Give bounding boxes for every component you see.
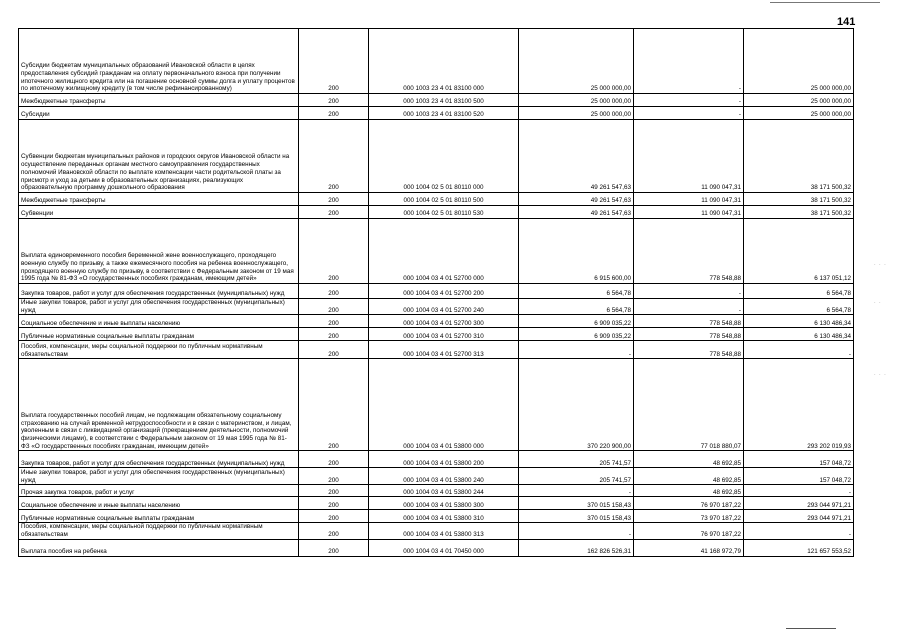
row-name-cell: Закупка товаров, работ и услуг для обеспечения государственных (муниципальных) нужд (19, 451, 299, 468)
row-kbk-cell: 000 1004 03 4 01 52700 000 (369, 219, 519, 284)
row-name-cell: Субсидии бюджетам муниципальных образований Ивановской области в целях предоставления субсидий гражданам на оплату первоначального взноса при получении ипотечного жилищного кредита или на погашение основной суммы долга и уплату процентов по ипотечному жилищному кредиту (в том числе рефинансированному) (19, 29, 299, 94)
row-plan-cell: 6 909 035,22 (519, 315, 634, 328)
row-kbk-cell: 000 1004 03 4 01 53800 000 (369, 359, 519, 451)
row-rest-cell: 293 044 971,21 (744, 497, 854, 510)
row-kbk-cell: 000 1004 03 4 01 53800 300 (369, 497, 519, 510)
table-row (19, 206, 854, 219)
row-name-cell: Иные закупки товаров, работ и услуг для обеспечения государственных (муниципальных) нужд (19, 299, 299, 315)
row-kbk-cell: 000 1004 03 4 01 52700 200 (369, 284, 519, 299)
row-plan-cell: 205 741,57 (519, 451, 634, 468)
row-name-cell: Межбюджетные трансферты (19, 193, 299, 206)
row-rest-cell: 6 130 486,34 (744, 328, 854, 341)
row-name-cell: Пособия, компенсации, меры социальной поддержки по публичным нормативным обязательствам (19, 341, 299, 359)
table-row (19, 284, 854, 299)
table-row (19, 94, 854, 107)
row-name-cell: Субвенции (19, 206, 299, 219)
row-kbk-cell: 000 1003 23 4 01 83100 520 (369, 107, 519, 120)
row-exec-cell: 76 970 187,22 (634, 523, 744, 539)
row-kbk-cell: 000 1004 03 4 01 52700 310 (369, 328, 519, 341)
row-code-cell: 200 (299, 120, 369, 193)
row-plan-cell: 6 564,78 (519, 284, 634, 299)
row-exec-cell: 778 548,88 (634, 219, 744, 284)
row-code-cell: 200 (299, 468, 369, 485)
row-rest-cell: 293 044 971,21 (744, 510, 854, 523)
row-plan-cell: 25 000 000,00 (519, 94, 634, 107)
table-row (19, 451, 854, 468)
row-plan-cell: 370 220 900,00 (519, 359, 634, 451)
row-exec-cell: 41 168 972,79 (634, 539, 744, 556)
table-row (19, 328, 854, 341)
row-name-cell: Публичные нормативные социальные выплаты гражданам (19, 510, 299, 523)
row-rest-cell: 38 171 500,32 (744, 193, 854, 206)
row-plan-cell: 370 015 158,43 (519, 497, 634, 510)
row-code-cell: 200 (299, 485, 369, 497)
row-name-cell: Социальное обеспечение и иные выплаты населению (19, 497, 299, 510)
scan-edge-line (786, 628, 836, 629)
scan-noise: · · (874, 300, 882, 306)
row-code-cell: 200 (299, 359, 369, 451)
row-name-cell: Публичные нормативные социальные выплаты гражданам (19, 328, 299, 341)
row-code-cell: 200 (299, 219, 369, 284)
row-rest-cell: 293 202 019,93 (744, 359, 854, 451)
row-name-cell: Социальное обеспечение и иные выплаты населению (19, 315, 299, 328)
row-exec-cell: 11 090 047,31 (634, 193, 744, 206)
page-number: 141 (837, 16, 856, 28)
row-name-cell: Выплата единовременного пособия беременной жене военнослужащего, проходящего военную службу по призыву, а также ежемесячного пособия на ребенка военнослужащего, проходящего военную службу по призыву, в соответствии с Федеральным законом от 19 мая 1995 года № 81-ФЗ «О государственных пособиях гражданам, имеющим детей» (19, 219, 299, 284)
row-exec-cell: 11 090 047,31 (634, 206, 744, 219)
row-code-cell: 200 (299, 341, 369, 359)
row-code-cell: 200 (299, 29, 369, 94)
row-rest-cell: - (744, 341, 854, 359)
row-code-cell: 200 (299, 206, 369, 219)
row-kbk-cell: 000 1004 03 4 01 52700 240 (369, 299, 519, 315)
row-code-cell: 200 (299, 328, 369, 341)
row-plan-cell: - (519, 523, 634, 539)
row-kbk-cell: 000 1004 02 5 01 80110 530 (369, 206, 519, 219)
row-name-cell: Субсидии (19, 107, 299, 120)
row-kbk-cell: 000 1004 02 5 01 80110 000 (369, 120, 519, 193)
row-plan-cell: 6 915 600,00 (519, 219, 634, 284)
row-code-cell: 200 (299, 299, 369, 315)
row-code-cell: 200 (299, 107, 369, 120)
row-plan-cell: 6 564,78 (519, 299, 634, 315)
row-rest-cell: - (744, 523, 854, 539)
row-rest-cell: 6 564,78 (744, 284, 854, 299)
budget-execution-table (18, 28, 854, 557)
table-row (19, 107, 854, 120)
row-plan-cell: 49 261 547,63 (519, 120, 634, 193)
row-name-cell: Закупка товаров, работ и услуг для обеспечения государственных (муниципальных) нужд (19, 284, 299, 299)
row-kbk-cell: 000 1004 03 4 01 53800 200 (369, 451, 519, 468)
row-exec-cell: 778 548,88 (634, 315, 744, 328)
row-name-cell: Пособия, компенсации, меры социальной поддержки по публичным нормативным обязательствам (19, 523, 299, 539)
table-row (19, 468, 854, 485)
row-rest-cell: 157 048,72 (744, 468, 854, 485)
table-row (19, 523, 854, 539)
row-plan-cell: 25 000 000,00 (519, 107, 634, 120)
table-row (19, 315, 854, 328)
row-name-cell: Прочая закупка товаров, работ и услуг (19, 485, 299, 497)
row-name-cell: Межбюджетные трансферты (19, 94, 299, 107)
row-rest-cell: 6 564,78 (744, 299, 854, 315)
row-kbk-cell: 000 1004 03 4 01 53800 313 (369, 523, 519, 539)
row-exec-cell: - (634, 94, 744, 107)
row-code-cell: 200 (299, 94, 369, 107)
row-code-cell: 200 (299, 451, 369, 468)
table-row (19, 341, 854, 359)
row-rest-cell: 38 171 500,32 (744, 206, 854, 219)
row-exec-cell: 48 692,85 (634, 468, 744, 485)
row-name-cell: Иные закупки товаров, работ и услуг для обеспечения государственных (муниципальных) нужд (19, 468, 299, 485)
row-rest-cell: 25 000 000,00 (744, 107, 854, 120)
row-kbk-cell: 000 1004 03 4 01 53800 310 (369, 510, 519, 523)
row-plan-cell: 162 826 526,31 (519, 539, 634, 556)
row-rest-cell: 6 130 486,34 (744, 315, 854, 328)
row-kbk-cell: 000 1004 03 4 01 52700 300 (369, 315, 519, 328)
row-code-cell: 200 (299, 315, 369, 328)
row-plan-cell: - (519, 485, 634, 497)
row-name-cell: Выплата пособия на ребенка (19, 539, 299, 556)
row-rest-cell: 157 048,72 (744, 451, 854, 468)
row-code-cell: 200 (299, 523, 369, 539)
row-kbk-cell: 000 1004 03 4 01 52700 313 (369, 341, 519, 359)
row-plan-cell: 49 261 547,63 (519, 193, 634, 206)
row-exec-cell: - (634, 107, 744, 120)
row-exec-cell: - (634, 299, 744, 315)
table-row (19, 29, 854, 94)
row-rest-cell: 121 657 553,52 (744, 539, 854, 556)
row-rest-cell: - (744, 485, 854, 497)
row-kbk-cell: 000 1003 23 4 01 83100 500 (369, 94, 519, 107)
row-kbk-cell: 000 1004 03 4 01 53800 244 (369, 485, 519, 497)
row-kbk-cell: 000 1004 03 4 01 53800 240 (369, 468, 519, 485)
row-rest-cell: 6 137 051,12 (744, 219, 854, 284)
table-row (19, 193, 854, 206)
row-plan-cell: 370 015 158,43 (519, 510, 634, 523)
row-exec-cell: 11 090 047,31 (634, 120, 744, 193)
table-row (19, 497, 854, 510)
row-name-cell: Выплата государственных пособий лицам, не подлежащим обязательному социальному страхованию на случай временной нетрудоспособности и в связи с материнством, и лицам, уволенным в связи с ликвидацией организаций (прекращением деятельности, полномочий физическими лицами), в соответствии с Федеральным законом от 19 мая 1995 года № 81-ФЗ «О государственных пособиях гражданам, имеющим детей» (19, 359, 299, 451)
row-exec-cell: 48 692,85 (634, 451, 744, 468)
row-exec-cell: - (634, 29, 744, 94)
row-kbk-cell: 000 1004 02 5 01 80110 500 (369, 193, 519, 206)
row-rest-cell: 25 000 000,00 (744, 94, 854, 107)
scan-noise: · · · (874, 372, 887, 378)
row-code-cell: 200 (299, 510, 369, 523)
table-row (19, 359, 854, 451)
row-exec-cell: - (634, 284, 744, 299)
row-exec-cell: 76 970 187,22 (634, 497, 744, 510)
row-exec-cell: 73 970 187,22 (634, 510, 744, 523)
table-row (19, 485, 854, 497)
row-rest-cell: 25 000 000,00 (744, 29, 854, 94)
row-exec-cell: 77 018 880,07 (634, 359, 744, 451)
table-row (19, 510, 854, 523)
row-code-cell: 200 (299, 193, 369, 206)
row-code-cell: 200 (299, 497, 369, 510)
row-code-cell: 200 (299, 284, 369, 299)
table-row (19, 219, 854, 284)
table-row (19, 539, 854, 556)
row-plan-cell: 6 909 035,22 (519, 328, 634, 341)
row-plan-cell: 205 741,57 (519, 468, 634, 485)
row-code-cell: 200 (299, 539, 369, 556)
row-kbk-cell: 000 1004 03 4 01 70450 000 (369, 539, 519, 556)
row-exec-cell: 778 548,88 (634, 328, 744, 341)
row-plan-cell: 25 000 000,00 (519, 29, 634, 94)
row-kbk-cell: 000 1003 23 4 01 83100 000 (369, 29, 519, 94)
row-plan-cell: 49 261 547,63 (519, 206, 634, 219)
scan-noise: · · · (874, 262, 887, 268)
row-plan-cell: - (519, 341, 634, 359)
table-row (19, 120, 854, 193)
row-exec-cell: 778 548,88 (634, 341, 744, 359)
table-row (19, 299, 854, 315)
scan-edge-line (770, 2, 880, 3)
row-rest-cell: 38 171 500,32 (744, 120, 854, 193)
row-name-cell: Субвенции бюджетам муниципальных районов и городских округов Ивановской области на осуществление переданных органам местного самоуправления государственных полномочий Ивановской области по выплате компенсации части родительской платы за присмотр и уход за детьми в образовательных организациях, реализующих образовательную программу дошкольного образования (19, 120, 299, 193)
row-exec-cell: 48 692,85 (634, 485, 744, 497)
